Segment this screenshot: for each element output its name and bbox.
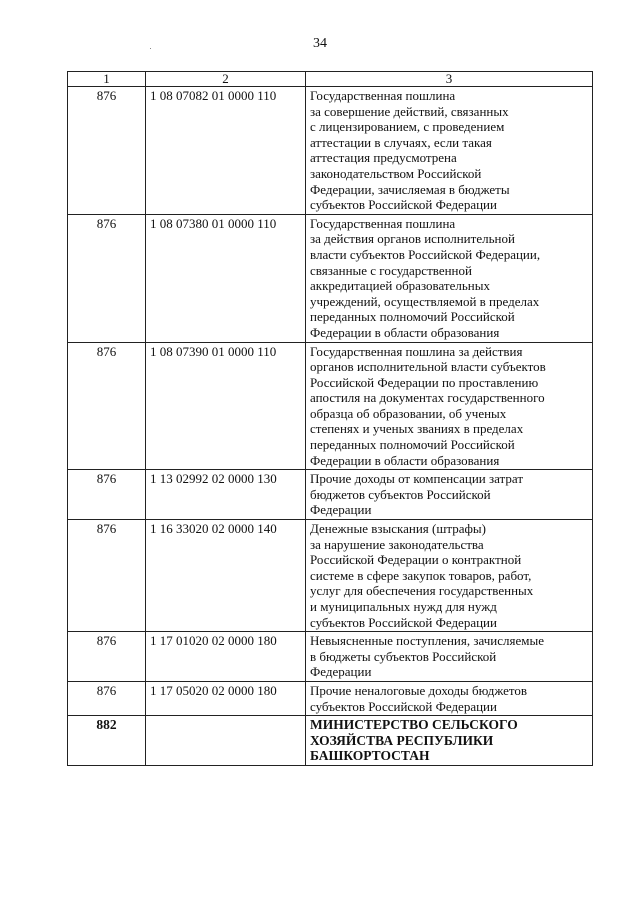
table-header-row — [68, 72, 593, 87]
budget-code-cell: 1 08 07082 01 0000 110 — [146, 87, 306, 215]
scan-speck — [150, 48, 151, 49]
ministry-name-cell: МИНИСТЕРСТВО СЕЛЬСКОГО ХОЗЯЙСТВА РЕСПУБЛИКИ БАШКОРТОСТАН — [306, 716, 593, 766]
table-row — [68, 342, 593, 470]
budget-code-cell: 1 08 07390 01 0000 110 — [146, 342, 306, 470]
column-header-1: 1 — [68, 72, 146, 87]
admin-code-cell: 882 — [68, 716, 146, 766]
page-number: 34 — [313, 36, 327, 51]
admin-code-cell: 876 — [68, 520, 146, 632]
revenue-classification-table — [67, 71, 593, 766]
description-cell: Государственная пошлина за действия органов исполнительной власти субъектов Российской Федерации по проставлению апостиля на документах государственного образца об образовании, об ученых степенях и ученых званиях в пределах переданных полномочий Российской Федерации в области образования — [306, 342, 593, 470]
table-row — [68, 87, 593, 215]
admin-code-cell: 876 — [68, 632, 146, 682]
budget-code-cell — [146, 716, 306, 766]
admin-code-cell: 876 — [68, 681, 146, 715]
description-cell: Денежные взыскания (штрафы) за нарушение законодательства Российской Федерации о контрактной системе в сфере закупок товаров, работ, услуг для обеспечения государственных и муниципальных нужд для нужд субъектов Российской Федерации — [306, 520, 593, 632]
admin-code-cell: 876 — [68, 87, 146, 215]
table-row — [68, 632, 593, 682]
table-row — [68, 470, 593, 520]
table-row — [68, 214, 593, 342]
ministry-heading-row — [68, 716, 593, 766]
budget-code-cell: 1 17 01020 02 0000 180 — [146, 632, 306, 682]
admin-code-cell: 876 — [68, 342, 146, 470]
description-cell: Государственная пошлина за совершение действий, связанных с лицензированием, с проведением аттестации в случаях, если такая аттестация предусмотрена законодательством Российской Федерации, зачисляемая в бюджеты субъектов Российской Федерации — [306, 87, 593, 215]
budget-code-cell: 1 17 05020 02 0000 180 — [146, 681, 306, 715]
table-row — [68, 520, 593, 632]
admin-code-cell: 876 — [68, 214, 146, 342]
table-row — [68, 681, 593, 715]
budget-code-cell: 1 08 07380 01 0000 110 — [146, 214, 306, 342]
column-header-2: 2 — [146, 72, 306, 87]
admin-code-cell: 876 — [68, 470, 146, 520]
budget-code-cell: 1 13 02992 02 0000 130 — [146, 470, 306, 520]
description-cell: Невыясненные поступления, зачисляемые в бюджеты субъектов Российской Федерации — [306, 632, 593, 682]
budget-code-cell: 1 16 33020 02 0000 140 — [146, 520, 306, 632]
description-cell: Прочие доходы от компенсации затрат бюджетов субъектов Российской Федерации — [306, 470, 593, 520]
description-cell: Государственная пошлина за действия органов исполнительной власти субъектов Российской Федерации, связанные с государственной аккредитацией образовательных учреждений, осуществляемой в пределах переданных полномочий Российской Федерации в области образования — [306, 214, 593, 342]
column-header-3: 3 — [306, 72, 593, 87]
description-cell: Прочие неналоговые доходы бюджетов субъектов Российской Федерации — [306, 681, 593, 715]
